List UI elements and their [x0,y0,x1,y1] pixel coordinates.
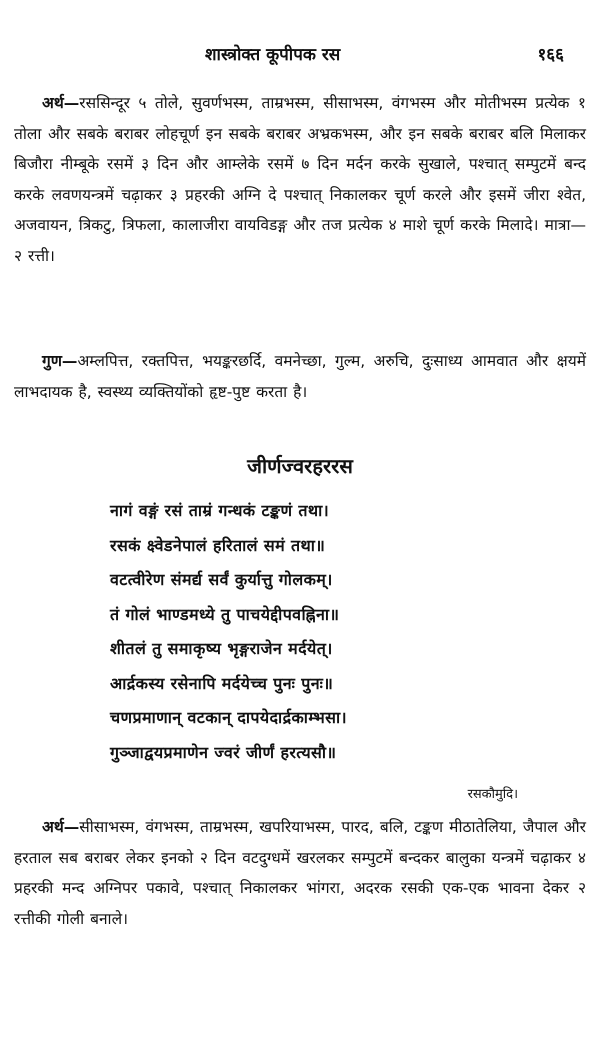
benefits-text: अम्लपित्त, रक्तपित्त, भयङ्करछर्दि, वमनेच्छा, गुल्म, अरुचि, दुःसाध्य आमवात और क्षयमें लाभदायक है, स्वस्थ्य व्यक्तियोंको हृष्ट-पुष्ट करता है। [14,352,586,401]
verse-line: रसकं क्ष्वेडनेपालं हरितालं समं तथा॥ [110,535,326,555]
meaning-text: सीसाभस्म, वंगभस्म, ताम्रभस्म, खपरियाभस्म, पारद, बलि, टङ्कण मीठातेलिया, जैपाल और हरताल सब बराबर लेकर इनको २ दिन वटदुग्धमें खरलकर सम्पुटमें बन्दकर बालुका यन्त्रमें चढ़ाकर ४ प्रहरकी मन्द अग्निपर पकावे, पश्चात् निकालकर भांगरा, अदरक रसकी एक-एक भावना देकर २ रत्तीकी गोली बनाले। [14,818,586,928]
meaning-paragraph-jirna [14,812,586,934]
meaning-paragraph-ras [14,88,586,271]
benefits-label: गुण— [42,352,78,370]
page-header [0,40,600,74]
verse-line: आर्द्रकस्य रसेनापि मर्दयेच्च पुनः पुनः॥ [110,673,334,693]
benefits-paragraph [14,346,586,407]
section-heading: जीर्णज्वरहररस [247,454,353,478]
verse-line: शीतलं तु समाकृष्य भृङ्गराजेन मर्दयेत्। [110,639,333,658]
sanskrit-verse [110,494,510,770]
meaning-label: अर्थ— [42,94,80,112]
verse-source: रसकौमुदि। [467,787,518,802]
meaning-text: रससिन्दूर ५ तोले, सुवर्णभस्म, ताम्रभस्म, सीसाभस्म, वंगभस्म और मोतीभस्म प्रत्येक १ तोला और सबके बराबर लोहचूर्ण इन सबके बराबर अभ्रकभस्म, और इन सबके बराबर बलि मिलाकर बिजौरा नीम्बूके रसमें ३ दिन और आम्लेके रसमें ७ दिन मर्दन करके सुखाले, पश्चात् सम्पुटमें बन्द करके लवणयन्त्रमें चढ़ाकर ३ प्रहरकी अग्नि दे पश्चात् निकालकर चूर्ण करले और इसमें जीरा श्वेत, अजवायन, त्रिकटु, त्रिफला, कालाजीरा वायविडङ्ग और तज प्रत्येक ४ माशे चूर्ण करके मिलादे। मात्रा—२ रत्ती। [14,94,586,265]
meaning-label: अर्थ— [42,818,80,836]
running-title: शास्त्रोक्त कूपीपक रस [205,45,341,65]
verse-line: वटत्वीरेण संमर्द्य सर्वं कुर्यात्तु गोलकम्। [110,570,333,589]
verse-line: गुञ्जाद्वयप्रमाणेन ज्वरं जीर्णं हरत्यसौ॥ [110,742,337,762]
verse-line: तं गोलं भाण्डमध्ये तु पाचयेद्दीपवह्निना॥ [110,604,340,624]
page-number: १६६ [537,45,564,65]
verse-line: नागं वङ्गं रसं ताम्रं गन्धकं टङ्कणं तथा। [110,501,330,520]
verse-line: चणप्रमाणान् वटकान् दापयेदार्द्रकाम्भसा। [110,708,347,727]
